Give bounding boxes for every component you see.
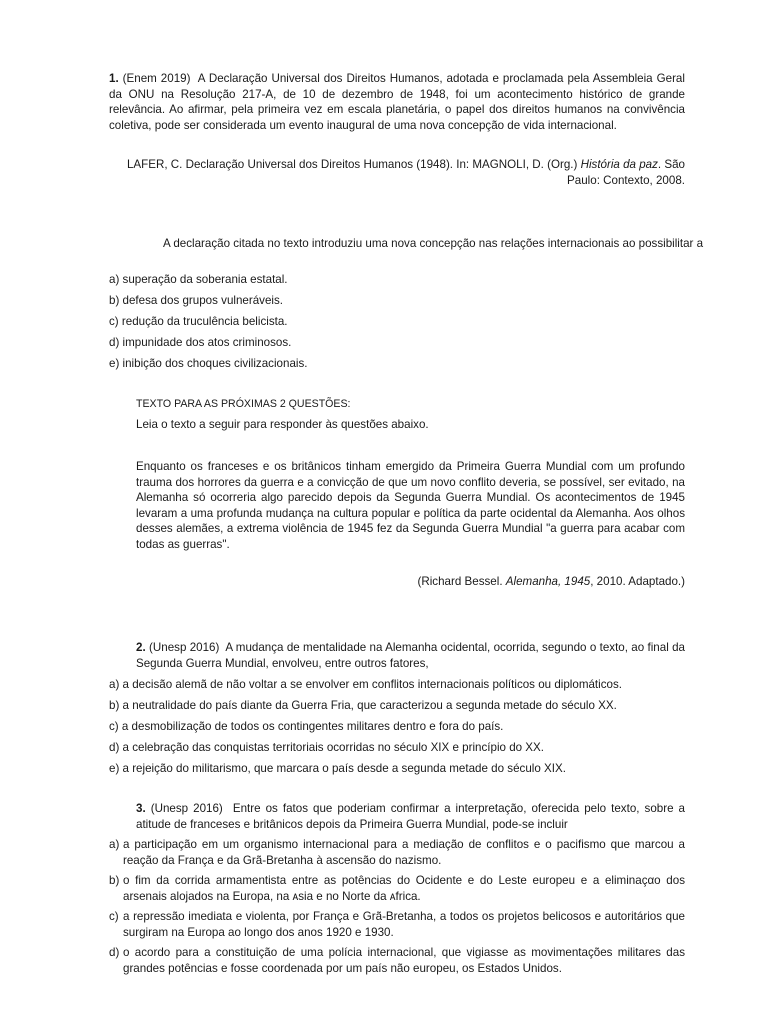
option-text: o fim da corrida armamentista entre as potências do Ocidente e do Leste europeu e a eliminaçαo dos arsenais alojados na Europa, na ᴀsia e no Norte da ᴀfrica. (123, 874, 685, 903)
shared-text-citation (109, 574, 685, 590)
question-2-stem: 2. (Unesp 2016) A mudança de mentalidade na Alemanha ocidental, ocorrida, segundo o texto, ao final da Segunda Guerra Mundial, envolveu, entre outros fatores, (136, 641, 685, 670)
option-text: a repressão imediata e violenta, por França e Grã-Bretanha, a todos os projetos belicosos e autoritários que surgiram na Europa ao longo dos anos 1920 e 1930. (123, 910, 685, 939)
q3-option-b[interactable] (109, 873, 685, 904)
question-number: 2 (136, 641, 143, 654)
q1-option-c[interactable]: c) redução da truculência belicista. (109, 315, 288, 328)
q2-option-b[interactable]: b) a neutralidade do país diante da Guerra Fria, que caracterizou a segunda metade do século XX. (109, 699, 617, 712)
question-source: (Unesp 2016) (150, 802, 223, 815)
question-number: 3 (136, 802, 143, 815)
option-label: a) (109, 838, 120, 851)
q2-option-c[interactable]: c) a desmobilização de todos os contingentes militares dentro e fora do país. (109, 720, 504, 733)
option-label: c) (109, 910, 119, 923)
question-1-stem: 1. (Enem 2019) A Declaração Universal dos Direitos Humanos, adotada e proclamada pela Assembleia Geral da ONU na Resolução 217-A, de 10 de dezembro de 1948, foi um acontecimento histórico de grande relevância. Ao afirmar, pela primeira vez em escala planetária, o papel dos direitos humanos na convivência coletiva, pode ser considerada um evento inaugural de uma nova concepção de vida internacional. (109, 72, 685, 132)
q1-prompt: A declaração citada no texto introduziu uma nova concepção nas relações internacionais ao possibilitar a (163, 237, 704, 250)
q1-option-a[interactable]: a) superação da soberania estatal. (109, 273, 288, 286)
q3-option-c[interactable] (109, 909, 685, 940)
citation-prefix: LAFER, C. Declaração Universal dos Direitos Humanos (1948). In: MAGNOLI, D. (Org.) (126, 158, 581, 171)
citation-suffix: , 2010. Adaptado.) (590, 575, 685, 588)
question-text: Entre os fatos que poderiam confirmar a interpretação, oferecida pelo texto, sobre a atitude de franceses e britânicos depois da Primeira Guerra Mundial, pode-se incluir (136, 802, 685, 831)
option-text: a participação em um organismo internacional para a mediação de conflitos e o pacifismo que marcou a reação da França e da Grã-Bretanha à ascensão do nazismo. (123, 838, 685, 867)
question-text: A mudança de mentalidade na Alemanha ocidental, ocorrida, segundo o texto, ao final da Segunda Guerra Mundial, envolveu, entre outros fatores, (136, 641, 685, 670)
q1-citation (109, 157, 685, 188)
question-3-stem: 3. (Unesp 2016) Entre os fatos que poderiam confirmar a interpretação, oferecida pelo texto, sobre a atitude de franceses e britânicos depois da Primeira Guerra Mundial, pode-se incluir (136, 802, 685, 831)
q3-option-d[interactable] (109, 945, 685, 976)
citation-prefix: (Richard Bessel. (417, 575, 506, 588)
citation-suffix: . São Paulo: Contexto, 2008. (567, 158, 685, 187)
citation-title: Alemanha, 1945 (505, 575, 591, 588)
q2-option-a[interactable]: a) a decisão alemã de não voltar a se envolver em conflitos internacionais políticos ou diplomáticos. (109, 678, 622, 691)
question-text: A Declaração Universal dos Direitos Humanos, adotada e proclamada pela Assembleia Geral da ONU na Resolução 217-A, de 10 de dezembro de 1948, foi um acontecimento histórico de grande relevância. Ao afirmar, pela primeira vez em escala planetária, o papel dos direitos humanos na convivência coletiva, pode ser considerada um evento inaugural de uma nova concepção de vida internacional. (109, 72, 685, 132)
shared-text-heading: TEXTO PARA AS PRÓXIMAS 2 QUESTÕES: (136, 398, 351, 410)
option-label: b) (109, 874, 120, 887)
q2-option-d[interactable]: d) a celebração das conquistas territoriais ocorridas no século XIX e princípio do XX. (109, 741, 544, 754)
q3-option-a[interactable] (109, 837, 685, 868)
question-source: (Enem 2019) (122, 72, 191, 85)
shared-text-instruction: Leia o texto a seguir para responder às questões abaixo. (136, 418, 429, 431)
shared-text-body: Enquanto os franceses e os britânicos tinham emergido da Primeira Guerra Mundial com um profundo trauma dos horrores da guerra e a convicção de que um novo conflito deveria, se possível, ser evitado, na Alemanha só ocorreria algo parecido depois da Segunda Guerra Mundial. Os acontecimentos de 1945 levaram a uma profunda mudança na cultura popular e política da parte ocidental da Alemanha. Aos olhos desses alemães, a extrema violência de 1945 fez da Segunda Guerra Mundial "a guerra para acabar com todas as guerras". (136, 460, 685, 551)
question-source: (Unesp 2016) (149, 641, 220, 654)
q1-option-e[interactable]: e) inibição dos choques civilizacionais. (109, 357, 308, 370)
q2-option-e[interactable]: e) a rejeição do militarismo, que marcara o país desde a segunda metade do século XIX. (109, 762, 566, 775)
question-number: 1 (109, 72, 116, 85)
option-text: o acordo para a constituição de uma polícia internacional, que vigiasse as movimentações militares das grandes potências e fosse coordenada por um país não europeu, os Estados Unidos. (123, 946, 685, 975)
q1-option-d[interactable]: d) impunidade dos atos criminosos. (109, 336, 292, 349)
citation-title: História da paz (580, 158, 658, 171)
option-label: d) (109, 946, 120, 959)
q1-option-b[interactable]: b) defesa dos grupos vulneráveis. (109, 294, 284, 307)
